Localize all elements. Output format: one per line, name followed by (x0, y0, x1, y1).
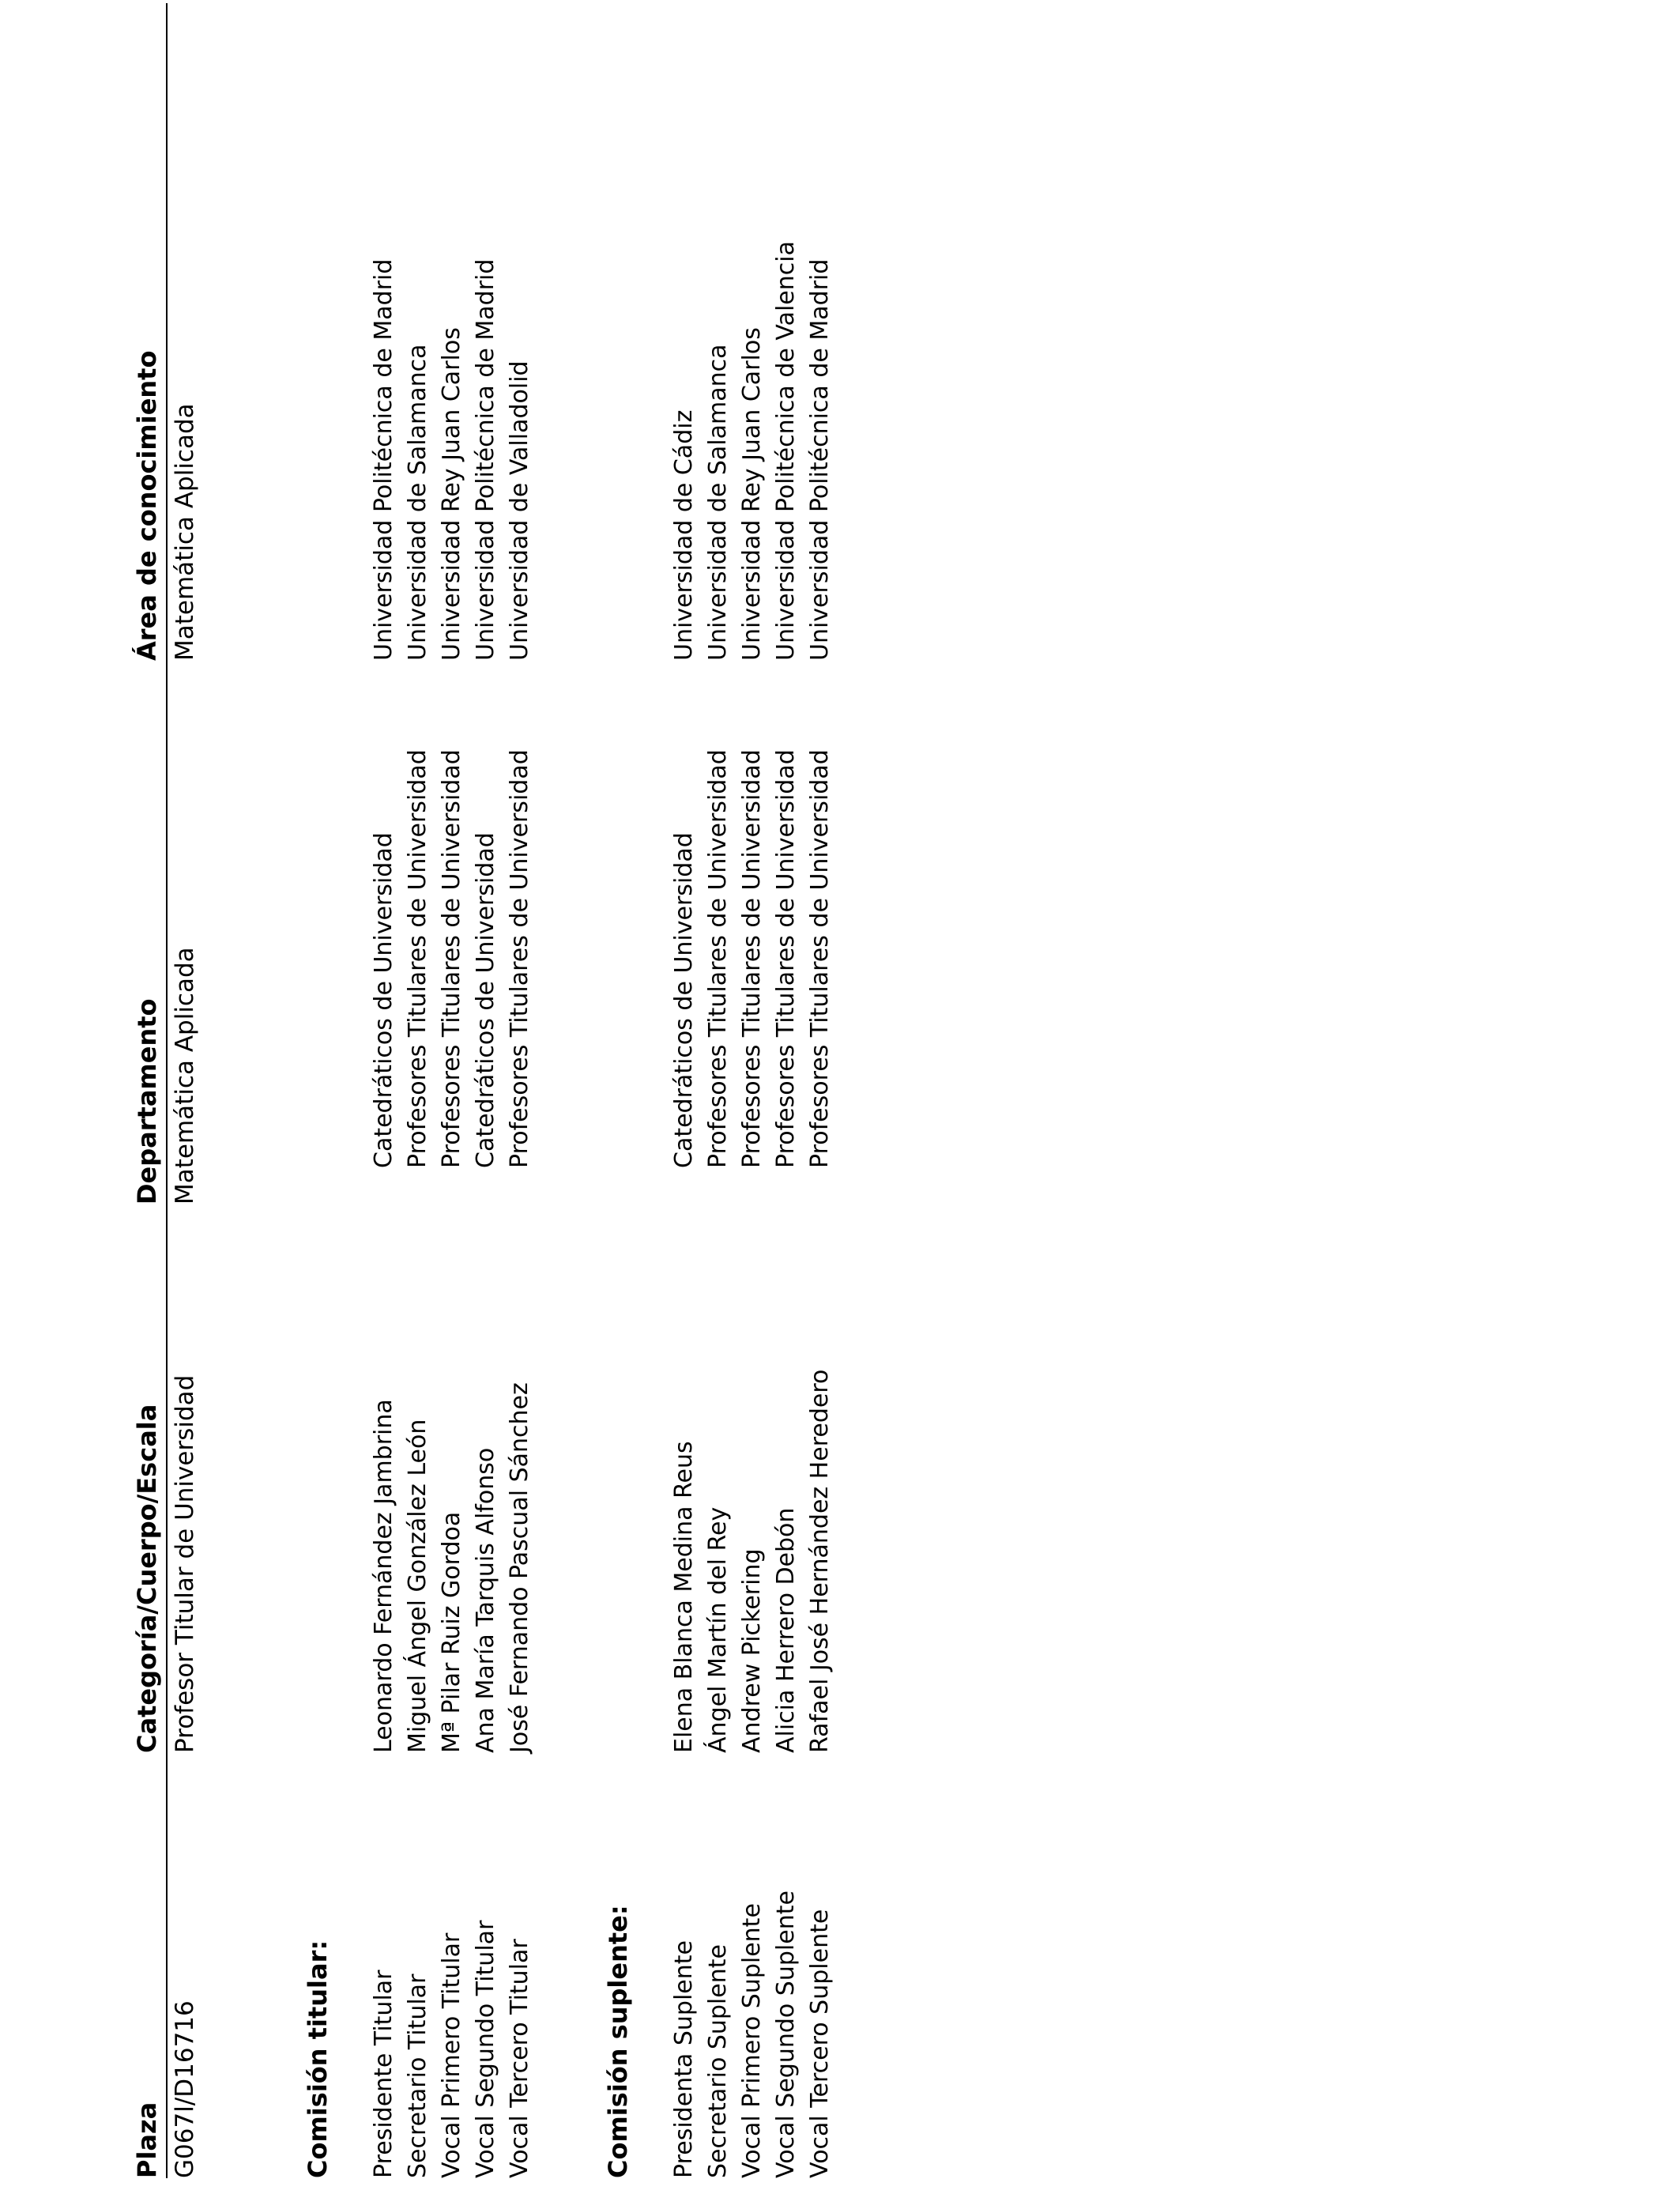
list-item: Universidad de Salamanca (704, 344, 732, 661)
header-categoria: Categoría/Cuerpo/Escala (132, 1404, 162, 1753)
titular-roles (367, 1921, 537, 2178)
suplente-cuerpos (667, 749, 837, 1168)
list-item: Leonardo Fernández Jambrina (370, 1399, 397, 1753)
list-item: Vocal Tercero Suplente (806, 1909, 834, 2178)
suplente-roles (667, 1891, 837, 2178)
list-item: Vocal Segundo Titular (472, 1920, 499, 2178)
list-item: Universidad Politécnica de Madrid (370, 258, 397, 661)
list-item: Universidad de Cádiz (670, 409, 698, 661)
list-item: Profesores Titulares de Universidad (806, 749, 834, 1168)
list-item: Vocal Primero Suplente (738, 1903, 766, 2178)
header-plaza: Plaza (132, 2102, 162, 2178)
header-departamento: Departamento (132, 998, 162, 1204)
list-item: Ángel Martín del Rey (704, 1506, 732, 1753)
list-item: Rafael José Hernández Heredero (806, 1369, 834, 1753)
list-item: Catedráticos de Universidad (370, 832, 397, 1168)
list-item: Profesores Titulares de Universidad (738, 749, 766, 1168)
list-item: Andrew Pickering (738, 1548, 766, 1753)
list-item: Ana María Tarquis Alfonso (472, 1447, 499, 1753)
list-item: Vocal Tercero Titular (506, 1939, 533, 2178)
list-item: Secretario Titular (404, 1973, 431, 2178)
list-item: Profesores Titulares de Universidad (404, 749, 431, 1168)
suplente-universidades (667, 241, 837, 661)
comision-suplente-title: Comisión suplente: (603, 1905, 633, 2178)
list-item: José Fernando Pascual Sánchez (506, 1382, 533, 1753)
list-item: Universidad Politécnica de Valencia (772, 241, 800, 661)
list-item: Presidenta Suplente (670, 1940, 698, 2178)
titular-universidades (367, 259, 537, 661)
list-item: Universidad Politécnica de Madrid (806, 258, 834, 661)
list-item: Universidad de Salamanca (404, 344, 431, 661)
list-item: Mª Pilar Ruiz Gordoa (438, 1511, 465, 1753)
list-item: Profesores Titulares de Universidad (438, 749, 465, 1168)
header-area: Área de conocimiento (132, 350, 162, 661)
titular-cuerpos (367, 749, 537, 1168)
comision-titular-title: Comisión titular: (303, 1940, 333, 2178)
list-item: Catedráticos de Universidad (670, 832, 698, 1168)
titular-names (367, 1382, 537, 1753)
list-item: Vocal Primero Titular (438, 1932, 465, 2178)
list-item: Miguel Ángel González León (404, 1419, 431, 1753)
list-item: Profesores Titulares de Universidad (704, 749, 732, 1168)
list-item: Universidad Rey Juan Carlos (438, 327, 465, 661)
plaza-categoria: Profesor Titular de Universidad (171, 1374, 199, 1753)
list-item: Universidad de Valladolid (506, 360, 533, 661)
list-item: Presidente Titular (370, 1970, 397, 2178)
suplente-names (667, 1370, 837, 1753)
plaza-departamento: Matemática Aplicada (171, 947, 199, 1204)
list-item: Elena Blanca Medina Reus (670, 1441, 698, 1753)
list-item: Profesores Titulares de Universidad (506, 749, 533, 1168)
list-item: Universidad Politécnica de Madrid (472, 258, 499, 661)
list-item: Alicia Herrero Debón (772, 1507, 800, 1753)
list-item: Universidad Rey Juan Carlos (738, 327, 766, 661)
plaza-area: Matemática Aplicada (171, 403, 199, 661)
list-item: Profesores Titulares de Universidad (772, 749, 800, 1168)
list-item: Vocal Segundo Suplente (772, 1891, 800, 2178)
list-item: Catedráticos de Universidad (472, 832, 499, 1168)
list-item: Secretario Suplente (704, 1944, 732, 2178)
plaza-codigo: G067l/D16716 (171, 2000, 199, 2178)
